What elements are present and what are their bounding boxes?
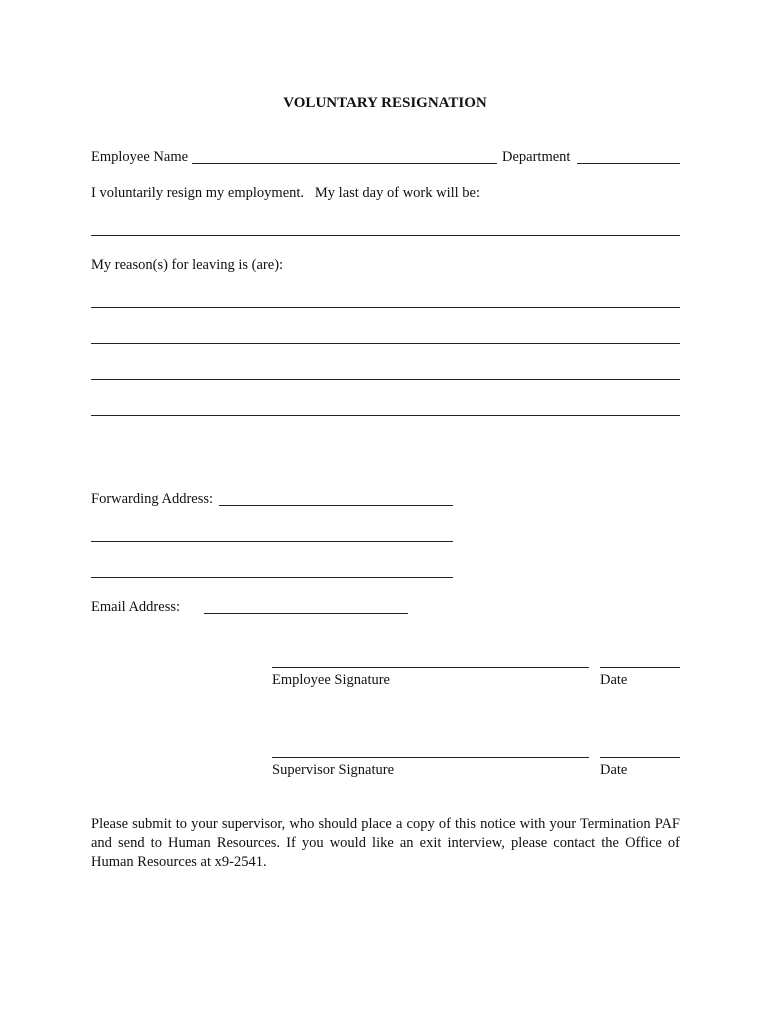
reason-line-1[interactable] bbox=[91, 307, 680, 308]
forwarding-address-line-1[interactable] bbox=[219, 505, 453, 506]
forwarding-address-line-2[interactable] bbox=[91, 541, 453, 542]
employee-signature-label: Employee Signature bbox=[272, 672, 390, 688]
supervisor-date-label: Date bbox=[600, 762, 628, 778]
reason-line-2[interactable] bbox=[91, 343, 680, 344]
submission-notice: Please submit to your supervisor, who should place a copy of this notice with your Termination PAF and send to Human Resources. If you would like an exit interview, please contact the Office of Human Resources at x9-2541. bbox=[91, 816, 680, 870]
supervisor-signature-label: Supervisor Signature bbox=[272, 762, 395, 778]
forwarding-address-label: Forwarding Address: bbox=[91, 491, 214, 507]
email-label: Email Address: bbox=[91, 599, 181, 615]
reasons-label: My reason(s) for leaving is (are): bbox=[91, 257, 284, 273]
employee-name-label: Employee Name bbox=[91, 149, 189, 165]
resignation-statement: I voluntarily resign my employment. My last day of work will be: bbox=[91, 185, 481, 201]
reason-line-4[interactable] bbox=[91, 415, 680, 416]
supervisor-signature-field[interactable] bbox=[272, 757, 589, 758]
department-field[interactable] bbox=[577, 163, 680, 164]
employee-signature-field[interactable] bbox=[272, 667, 589, 668]
form-title: VOLUNTARY RESIGNATION bbox=[283, 95, 487, 111]
last-day-field[interactable] bbox=[91, 235, 680, 236]
reason-line-3[interactable] bbox=[91, 379, 680, 380]
department-label: Department bbox=[502, 149, 571, 165]
employee-date-label: Date bbox=[600, 672, 628, 688]
supervisor-date-field[interactable] bbox=[600, 757, 680, 758]
employee-name-field[interactable] bbox=[192, 163, 497, 164]
forwarding-address-line-3[interactable] bbox=[91, 577, 453, 578]
employee-date-field[interactable] bbox=[600, 667, 680, 668]
email-field[interactable] bbox=[204, 613, 408, 614]
